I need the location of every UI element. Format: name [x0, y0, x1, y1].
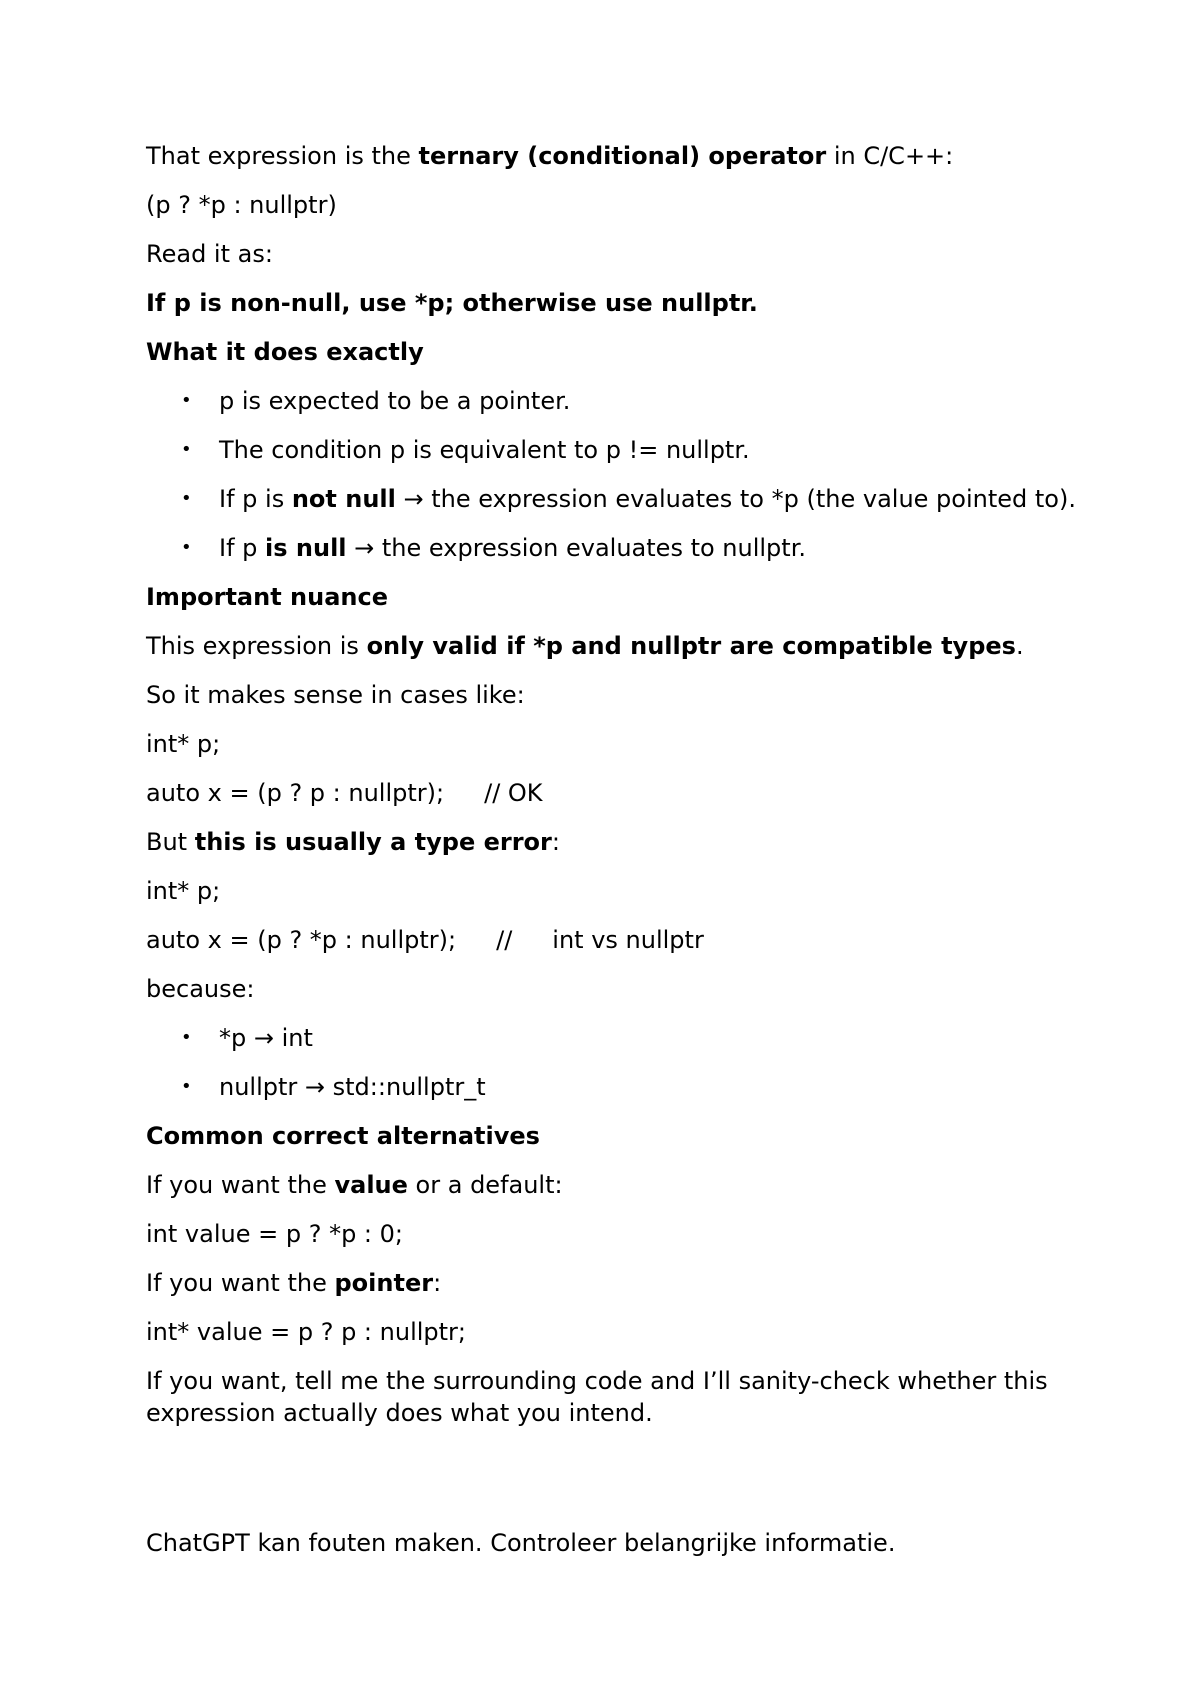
list-item: • If p is null → the expression evaluates to nullptr.: [181, 534, 806, 562]
bullet-icon: •: [181, 390, 192, 411]
code-line: auto x = (p ? *p : nullptr); // int vs nullptr: [146, 926, 704, 954]
bullet-icon: •: [181, 537, 192, 558]
code-line: int* value = p ? p : nullptr;: [146, 1318, 467, 1346]
intro-paragraph: That expression is the ternary (conditional) operator in C/C++:: [146, 142, 954, 170]
type-error-paragraph: But this is usually a type error:: [146, 828, 560, 856]
code-line: auto x = (p ? p : nullptr); // OK: [146, 779, 543, 807]
intro-bold-term: ternary (conditional) operator: [418, 142, 827, 170]
list-item: • *p → int: [181, 1024, 313, 1052]
what-it-does-list: [146, 385, 1086, 564]
code-line: int value = p ? *p : 0;: [146, 1220, 404, 1248]
list-item: • p is expected to be a pointer.: [181, 387, 571, 415]
closing-paragraph: If you want, tell me the surrounding code and I’ll sanity-check whether this expression actually does what you intend.: [146, 1367, 1048, 1427]
bullet-icon: •: [181, 488, 192, 509]
bullet-icon: •: [181, 1027, 192, 1048]
read-as-text: If p is non-null, use *p; otherwise use nullptr.: [146, 289, 758, 317]
list-item: • The condition p is equivalent to p != nullptr.: [181, 436, 750, 464]
bullet-icon: •: [181, 1076, 192, 1097]
code-comment: int vs nullptr: [552, 926, 704, 954]
read-as-label: Read it as:: [146, 240, 273, 268]
because-label: because:: [146, 975, 255, 1003]
section-heading-what-it-does: What it does exactly: [146, 338, 424, 366]
code-comment: //: [496, 926, 513, 954]
expression-line: (p ? *p : nullptr): [146, 191, 337, 219]
list-item: • nullptr → std::nullptr_t: [181, 1073, 486, 1101]
section-heading-alternatives: Common correct alternatives: [146, 1122, 540, 1150]
pointer-paragraph: If you want the pointer:: [146, 1269, 442, 1297]
code-line: int* p;: [146, 730, 221, 758]
because-list: [146, 1022, 1086, 1103]
code-comment: // OK: [484, 779, 543, 807]
cases-paragraph: So it makes sense in cases like:: [146, 681, 525, 709]
document-body: [146, 140, 1086, 1446]
disclaimer-footer: ChatGPT kan fouten maken. Controleer belangrijke informatie.: [146, 1529, 896, 1557]
nuance-paragraph: This expression is only valid if *p and nullptr are compatible types.: [146, 632, 1024, 660]
code-line: int* p;: [146, 877, 221, 905]
section-heading-important-nuance: Important nuance: [146, 583, 388, 611]
list-item: • If p is not null → the expression evaluates to *p (the value pointed to).: [181, 485, 1076, 513]
value-paragraph: If you want the value or a default:: [146, 1171, 563, 1199]
bullet-icon: •: [181, 439, 192, 460]
